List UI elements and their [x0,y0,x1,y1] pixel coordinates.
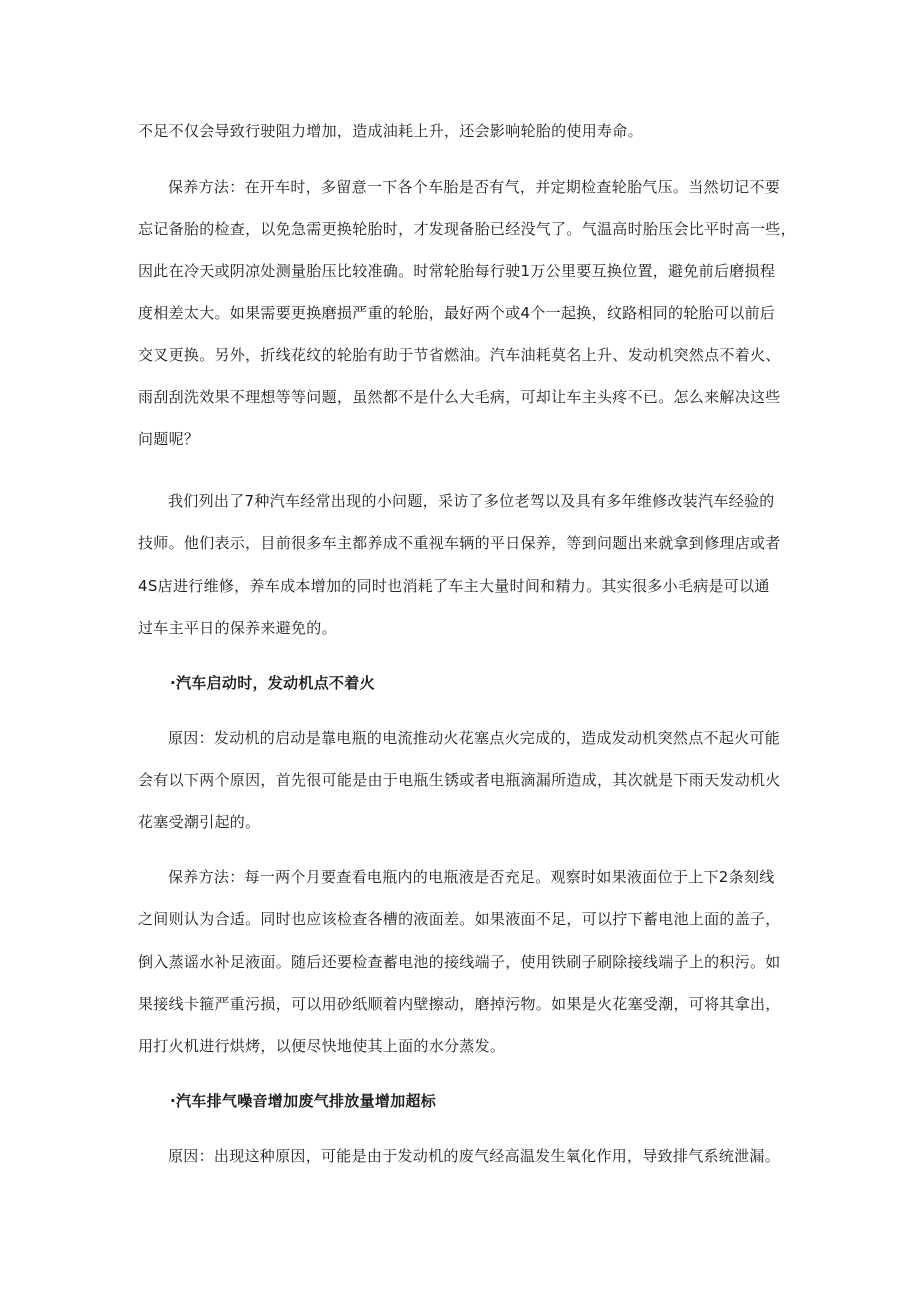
paragraph-line: 用打火机进行烘烤，以便尽快地使其上面的水分蒸发。 [138,1037,506,1055]
paragraph-line: 忘记备胎的检查，以免急需更换轮胎时，才发现备胎已经没气了。气温高时胎压会比平时高一些， [138,220,796,238]
paragraph-line: 果接线卡箍严重污损，可以用砂纸顺着内壁擦动，磨掉污物。如果是火花塞受潮，可将其拿出， [138,995,781,1013]
paragraph-line: 保养方法：每一两个月要查看电瓶内的电瓶液是否充足。观察时如果液面位于上下2条刻线 [168,868,775,886]
paragraph-line: 原因：发动机的启动是靠电瓶的电流推动火花塞点火完成的，造成发动机突然点不起火可能 [168,729,781,747]
paragraph-line: 会有以下两个原因，首先很可能是由于电瓶生锈或者电瓶滴漏所造成，其次就是下雨天发动机火 [138,771,781,789]
paragraph-line: 交叉更换。另外，折线花纹的轮胎有助于节省燃油。汽车油耗莫名上升、发动机突然点不着火、 [138,346,781,364]
section-heading: ·汽车启动时，发动机点不着火 [170,674,375,692]
paragraph-line: 不足不仅会导致行驶阻力增加，造成油耗上升，还会影响轮胎的使用寿命。 [138,122,643,140]
paragraph-line: 问题呢？ [138,430,200,448]
paragraph-line: 花塞受潮引起的。 [138,813,261,831]
paragraph-line: 因此在冷天或阴凉处测量胎压比较准确。时常轮胎每行驶1万公里要互换位置，避免前后磨损程 [138,262,776,280]
paragraph-line: 我们列出了7种汽车经常出现的小问题，采访了多位老驾以及具有多年维修改装汽车经验的 [168,492,775,510]
paragraph-line: 保养方法：在开车时，多留意一下各个车胎是否有气，并定期检查轮胎气压。当然切记不要 [168,178,781,196]
paragraph-line: 倒入蒸谣水补足液面。随后还要检查蓄电池的接线端子，使用铁刷子刷除接线端子上的积污。如 [138,953,781,971]
paragraph-line: 原因：出现这种原因，可能是由于发动机的废气经高温发生氧化作用，导致排气系统泄漏。 [168,1147,781,1165]
paragraph-line: 过车主平日的保养来避免的。 [138,619,337,637]
paragraph-line: 技师。他们表示，目前很多车主都养成不重视车辆的平日保养，等到问题出来就拿到修理店或者 [138,534,781,552]
paragraph-line: 之间则认为合适。同时也应该检查各槽的液面差。如果液面不足，可以拧下蓄电池上面的盖子， [138,910,781,928]
paragraph-line: 雨刮刮洗效果不理想等等问题，虽然都不是什么大毛病，可却让车主头疼不已。怎么来解决这些 [138,388,781,406]
section-heading: ·汽车排气噪音增加废气排放量增加超标 [170,1092,437,1110]
paragraph-line: 度相差太大。如果需要更换磨损严重的轮胎，最好两个或4个一起换，纹路相同的轮胎可以前后 [138,304,776,322]
paragraph-line: 4S店进行维修，养车成本增加的同时也消耗了车主大量时间和精力。其实很多小毛病是可以通 [138,577,770,595]
